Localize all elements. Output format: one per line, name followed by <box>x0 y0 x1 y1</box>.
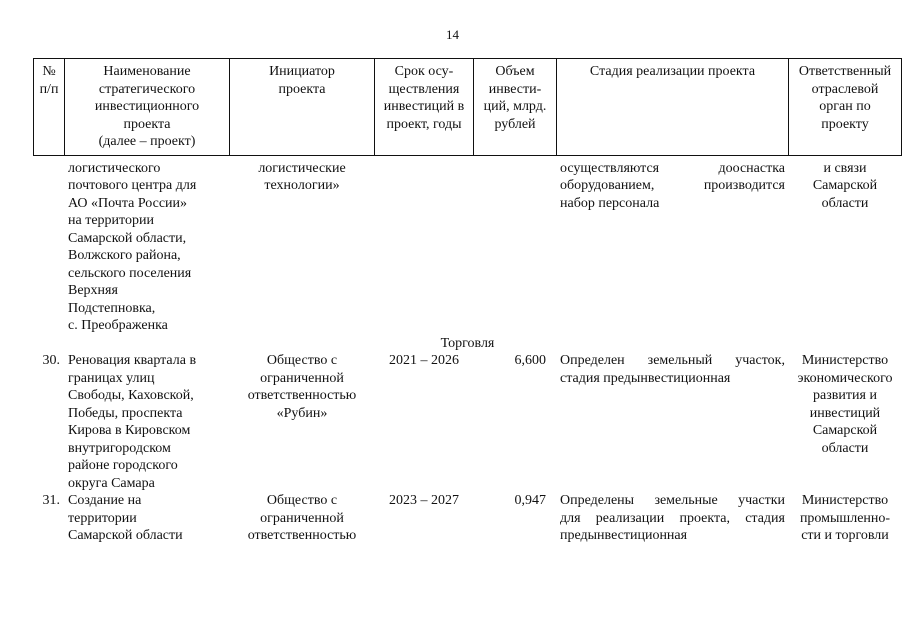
project-volume: 0,947 <box>514 493 546 508</box>
project-stage: Определен земельный участок, стадия предынвестиционная <box>560 353 785 386</box>
header-authority: Ответственный отраслевой орган по проекту <box>789 59 902 156</box>
projects-table <box>33 58 902 545</box>
page-number: 14 <box>446 27 459 42</box>
cell-name: логистического почтового центра для АО «Почта России» на территории Самарской области, Волжского района, сельского поселения Верхняя Подстепновка, с. Преображенка <box>68 160 197 333</box>
project-authority: Министерство экономического развития и инвестиций Самарской области <box>797 353 893 456</box>
cell-volume <box>474 155 557 335</box>
project-stage: Определены земельные участки для реализации проекта, стадия предынвестиционная <box>560 493 785 543</box>
header-initiator: Инициатор проекта <box>230 59 375 156</box>
cell-num <box>34 155 65 335</box>
section-heading: Торговля <box>440 335 495 351</box>
table-row <box>34 492 902 545</box>
row-number: 31. <box>42 493 60 508</box>
row-number: 30. <box>42 353 60 368</box>
project-initiator: Общество с ограниченной ответственностью «Рубин» <box>247 353 357 421</box>
cell-stage: осуществляются дооснастка оборудованием, производится набор персонала <box>560 160 785 211</box>
project-name: Создание на территории Самарской области <box>68 493 183 543</box>
project-name: Реновация квартала в границах улиц Свободы, Каховской, Победы, проспекта Кирова в Кировском внутригородском районе городского округа Самара <box>68 353 197 491</box>
cell-authority: и связи Самарской области <box>812 160 878 211</box>
header-name: Наименование стратегического инвестиционного проекта (далее – проект) <box>65 59 230 156</box>
project-volume: 6,600 <box>514 353 546 368</box>
header-stage: Стадия реализации проекта <box>557 59 789 156</box>
cell-initiator: логистические технологии» <box>258 160 346 193</box>
project-term: 2021 – 2026 <box>389 353 459 368</box>
project-initiator: Общество с ограниченной ответственностью <box>247 493 357 543</box>
table-row-continued <box>34 155 902 335</box>
section-heading-row <box>34 335 902 353</box>
table-row <box>34 352 902 492</box>
header-term: Срок осу- ществления инвестиций в проект, годы <box>375 59 474 156</box>
project-authority: Министерство промышленно- сти и торговли <box>799 493 891 543</box>
table-header-row <box>34 59 902 156</box>
header-volume: Объем инвести- ций, млрд. рублей <box>474 59 557 156</box>
header-num: № п/п <box>34 59 65 156</box>
project-term: 2023 – 2027 <box>389 493 459 508</box>
cell-term <box>375 155 474 335</box>
